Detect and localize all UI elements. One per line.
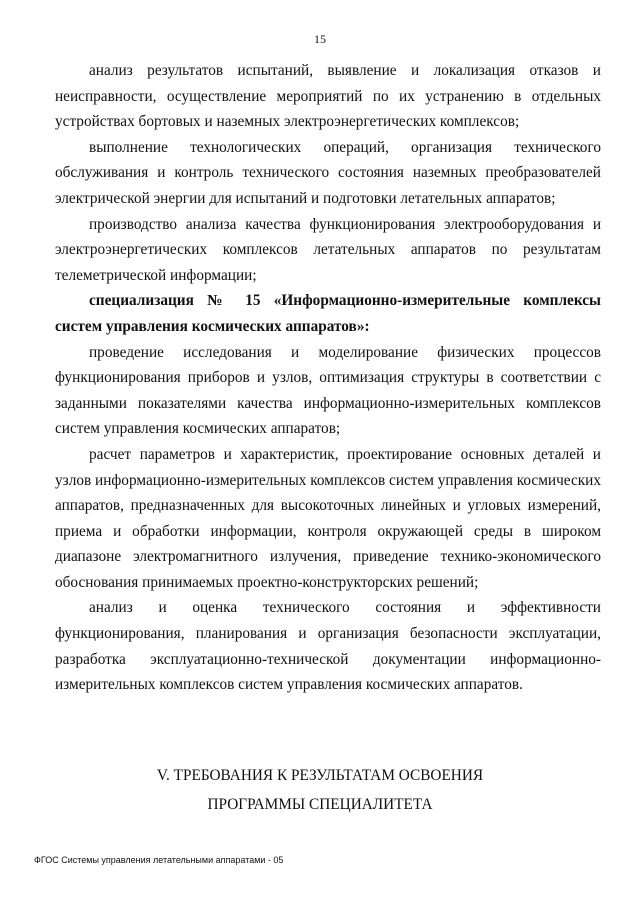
page-number: 15 — [314, 32, 326, 46]
section-heading-line-2: ПРОГРАММЫ СПЕЦИАЛИТЕТА — [207, 796, 433, 813]
page-footer: ФГОС Системы управления летательными аппаратами - 05 — [34, 855, 284, 865]
specialization-heading: специализация № 15 «Информационно-измерительные комплексы систем управления космических аппаратов»: — [55, 292, 601, 335]
paragraph-technological-operations: выполнение технологических операций, организация технического обслуживания и контроль технического состояния наземных преобразователей электрической энергии для испытаний и подготовки летательных аппаратов; — [55, 138, 601, 207]
paragraph-quality-analysis: производство анализа качества функционирования электрооборудования и электроэнергетических комплексов летательных аппаратов по результатам телеметрической информации; — [55, 215, 601, 284]
paragraph-failure-analysis: анализ результатов испытаний, выявление и локализация отказов и неисправности, осуществление мероприятий по их устранению в отдельных устройствах бортовых и наземных электроэнергетических комплексов; — [55, 62, 601, 131]
section-heading-line-1: V. ТРЕБОВАНИЯ К РЕЗУЛЬТАТАМ ОСВОЕНИЯ — [156, 767, 484, 784]
paragraph-state-assessment: анализ и оценка технического состояния и эффективности функционирования, планирования и организация безопасности эксплуатации, разработка эксплуатационно-технической документации информационно-измерительных комплексов систем управления космических аппаратов. — [55, 599, 601, 694]
paragraph-research-modeling: проведение исследования и моделирование физических процессов функционирования приборов и узлов, оптимизация структуры в соответствии с заданными показателями качества информационно-измерительных комплексов систем управления космических аппаратов; — [55, 343, 601, 438]
section-heading — [0, 761, 640, 819]
document-body — [55, 58, 601, 698]
paragraph-design-calculation: расчет параметров и характеристик, проектирование основных деталей и узлов информационно-измерительных комплексов систем управления космических аппаратов, предназначенных для высокоточных линейных и угловых измерений, приема и обработки информации, контроля окружающей среды в широком диапазоне электромагнитного излучения, приведение технико-экономического обоснования принимаемых проектно-конструкторских решений; — [55, 445, 601, 591]
